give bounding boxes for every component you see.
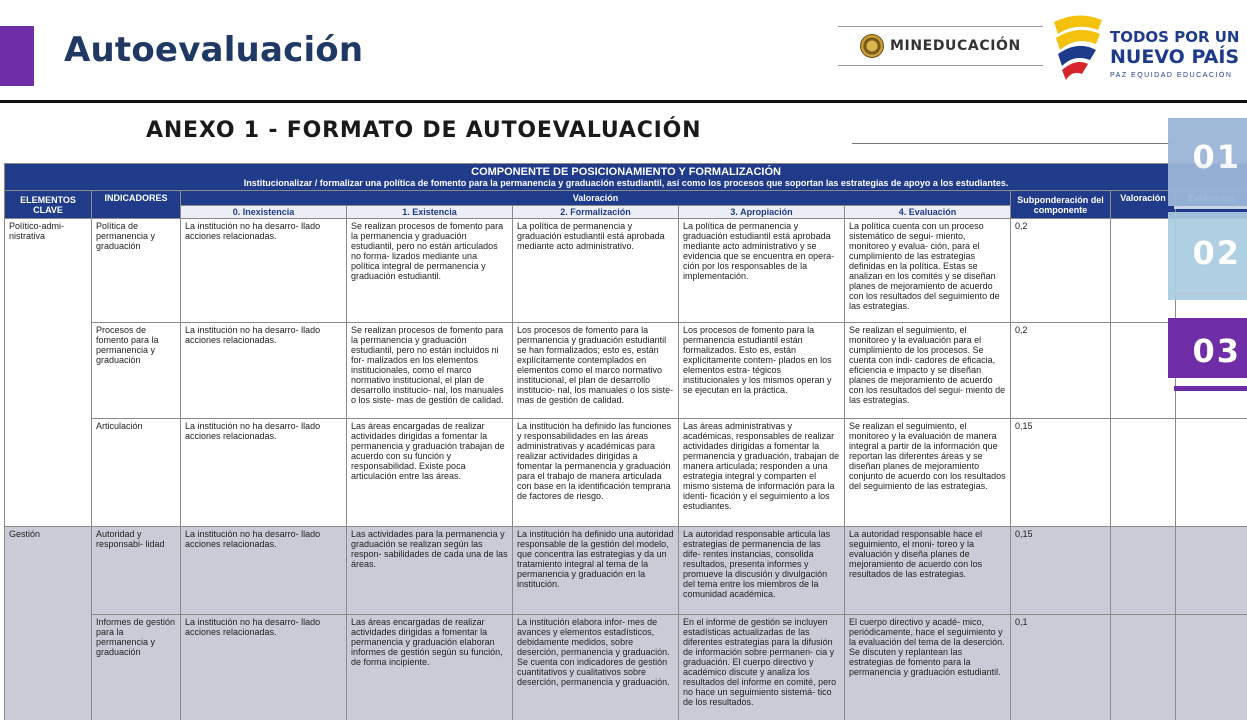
valoracion-input-cell[interactable] [1111,219,1176,323]
level-cell: En el informe de gestión se incluyen estadísticas actualizadas de las diferentes estrategias para la difusión de información sobre permanen- cia y graduación. El cuerpo directivo y académico discute y analiza los resultados del informe en comité, pero no hace un seguimiento sistemá- tico de los resultados. [679,615,845,720]
level-cell: La autoridad responsable articula las estrategias de permanencia de las dife- rentes instancias, consolida resultados, presenta informes y promueve la discusión y divulgación del tema entre los miembros de la comunidad académica. [679,527,845,615]
weight-cell: 0,1 [1011,615,1111,720]
col-indicadores: INDICADORES [92,191,181,219]
level-4-header: 4. Evaluación [845,206,1011,219]
component-header [5,164,1247,191]
level-cell: Las áreas encargadas de realizar actividades dirigidas a fomentar la permanencia y graduación elaboran informes de gestión según su función, de forma incipiente. [347,615,513,720]
level-cell: La institución no ha desarro- llado acciones relacionadas. [181,527,347,615]
level-cell: Se realizan procesos de fomento para la permanencia y graduación estudiantil, pero no están articulados no forma- lizados mediante una política integral de permanencia y graduación estudiantil. [347,219,513,323]
gov-logo-line1: TODOS POR UN [1110,28,1240,46]
mineducacion-logo [838,26,1043,66]
level-cell: La institución no ha desarro- llado acciones relacionadas. [181,323,347,419]
component-subtitle: Institucionalizar / formalizar una política de fomento para la permanencia y graduación estudiantil, así como los procesos que soportan las estrategias de apoyo a los estudiantes. [243,178,1009,188]
annex-title-line [852,143,1172,144]
level-cell: La institución elabora infor- mes de avances y elementos estadísticos, debidamente medidos, sobre deserción, permanencia y graduación. Se cuenta con indicadores de gestión cuantitativos y cualitativos sobre deserción, permanencia y graduación. [513,615,679,720]
table-row [5,527,1247,615]
level-cell: La institución ha definido las funciones y responsabilidades en las áreas administrativas y académicas para realizar actividades dirigidas a fomentar la permanencia y graduación para el trabajo de manera articulada con base en la identificación temprana de factores de riesgo. [513,419,679,527]
element-cell: Gestión [5,527,92,720]
weight-cell: 0,15 [1011,419,1111,527]
col-subponderacion: Subponderación del componente [1011,191,1111,219]
table-row [5,615,1247,720]
self-assessment-table [4,163,1247,720]
valoracion-input-cell[interactable] [1111,527,1176,615]
gov-logo-line2: NUEVO PAÍS [1110,46,1240,68]
gov-logo-tagline: PAZ EQUIDAD EDUCACIÓN [1110,72,1233,79]
component-title: COMPONENTE DE POSICIONAMIENTO Y FORMALIZACIÓN [471,166,781,178]
level-cell: Las actividades para la permanencia y graduación se realizan según las respon- sabilidades de cada una de las áreas. [347,527,513,615]
indicator-cell: Política de permanencia y graduación [92,219,181,323]
valoracion-input-cell[interactable] [1111,419,1176,527]
col-valoracion-group: Valoración [181,191,1011,206]
tab-divider [1174,292,1247,295]
evidencias-input-cell[interactable] [1176,419,1247,527]
annex-title: ANEXO 1 - FORMATO DE AUTOEVALUACIÓN [146,118,702,143]
table-row [5,219,1247,323]
section-tab-02-label: 02 [1192,234,1241,272]
level-cell: El cuerpo directivo y acadé- mico, periódicamente, hace el seguimiento y la evaluación del tema de la deserción. Se discuten y replantean las estrategias de fomento para la permanencia y graduación estudiantil. [845,615,1011,720]
section-tab-01[interactable] [1168,118,1247,206]
level-cell: La política cuenta con un proceso sistemático de segui- miento, monitoreo y evalua- ción, para el cumplimiento de las estrategias definidas en la política. Estas se analizan en los comités y se diseñan planes de mejoramiento de acuerdo con los resultados del seguimiento de las estrategias. [845,219,1011,323]
level-3-header: 3. Apropiación [679,206,845,219]
level-2-header: 2. Formalización [513,206,679,219]
level-cell: Los procesos de fomento para la permanencia estudiantil están formalizados. Esto es, están explícitamente contem- plados en los elementos estra- tégicos institucionales y los mismos operan y se ejecutan en la práctica. [679,323,845,419]
weight-cell: 0,2 [1011,219,1111,323]
section-tab-02[interactable] [1168,212,1247,300]
page-title: Autoevaluación [64,30,364,70]
level-cell: Se realizan el seguimiento, el monitoreo y la evaluación de manera integral a partir de la información que reportan las diferentes áreas y se diseñan planes de mejoramiento conjunto de acuerdo con los resultados del seguimiento de las estrategias. [845,419,1011,527]
active-tab-underline [1174,386,1247,391]
level-cell: Las áreas encargadas de realizar actividades dirigidas a fomentar la permanencia y graduación trabajan de acuerdo con su función y responsabilidad. Existe poca articulación entre las áreas. [347,419,513,527]
government-logo [1050,10,1245,90]
level-cell: La institución no ha desarro- llado acciones relacionadas. [181,219,347,323]
level-0-header: 0. Inexistencia [181,206,347,219]
tab-divider [1174,206,1247,209]
level-cell: Se realizan procesos de fomento para la permanencia y graduación estudiantil, pero no están incluidos ni for- malizados en los elementos institucionales, como el marco normativo institucional, el plan de desarrollo institucio- nal, los manuales o los siste- mas de gestión de calidad. [347,323,513,419]
level-cell: La política de permanencia y graduación estudiantil está aprobada mediante acto administrativo y se evidencia que se encuentra en opera- ción por los responsables de la implementación. [679,219,845,323]
section-tab-03-active[interactable] [1168,318,1247,378]
level-cell: Se realizan el seguimiento, el monitoreo y la evaluación para el cumplimiento de los procesos. Se cuenta con indi- cadores de eficacia, eficiencia e impacto y se diseñan planes de mejoramiento de acuerdo con los resultados del segui- miento de las estrategias. [845,323,1011,419]
level-cell: La institución ha definido una autoridad responsable de la gestión del modelo, que concentra las estrategias y da un tratamiento integral al tema de la permanencia y graduación en la institución. [513,527,679,615]
table-row [5,419,1247,527]
level-cell: Los procesos de fomento para la permanencia y graduación estudiantil se han formalizados; esto es, están explícitamente contemplados en elementos como el marco normativo institucional, el plan de desarrollo institucio- nal, los manuales o los siste- mas de gestión de calidad. [513,323,679,419]
self-assessment-table-wrap [4,163,1247,720]
valoracion-input-cell[interactable] [1111,323,1176,419]
national-seal-icon [860,34,884,58]
evidencias-input-cell[interactable] [1176,527,1247,615]
valoracion-input-cell[interactable] [1111,615,1176,720]
level-cell: La institución no ha desarro- llado acciones relacionadas. [181,419,347,527]
indicator-cell: Autoridad y responsabi- lidad [92,527,181,615]
table-row [5,323,1247,419]
level-cell: La institución no ha desarro- llado acciones relacionadas. [181,615,347,720]
section-tab-03-label: 03 [1192,332,1241,370]
level-1-header: 1. Existencia [347,206,513,219]
colombia-ribbon-icon [1050,12,1108,82]
evidencias-input-cell[interactable] [1176,615,1247,720]
level-cell: Las áreas administrativas y académicas, responsables de realizar actividades dirigidas a fomentar la permanencia y graduación, trabajan de manera articulada; responden a una estrategia integral y comparten el mismo sistema de información para la identi- ficación y el seguimiento a los estudiantes. [679,419,845,527]
level-cell: La autoridad responsable hace el seguimiento, el moni- toreo y la evaluación y diseña planes de mejoramiento de acuerdo con los resultados de las estrategias. [845,527,1011,615]
weight-cell: 0,15 [1011,527,1111,615]
level-cell: La política de permanencia y graduación estudiantil está aprobada mediante acto administrativo. [513,219,679,323]
weight-cell: 0,2 [1011,323,1111,419]
mineducacion-logo-text: MINEDUCACIÓN [890,38,1021,54]
col-elementos-clave: ELEMENTOS CLAVE [5,191,92,219]
indicator-cell: Procesos de fomento para la permanencia y graduación [92,323,181,419]
element-cell: Político-admi- nistrativa [5,219,92,527]
header-divider [0,100,1247,103]
title-accent-bar [0,26,34,86]
col-valoracion: Valoración [1111,191,1176,219]
indicator-cell: Articulación [92,419,181,527]
indicator-cell: Informes de gestión para la permanencia y graduación [92,615,181,720]
section-tab-01-label: 01 [1192,138,1241,176]
